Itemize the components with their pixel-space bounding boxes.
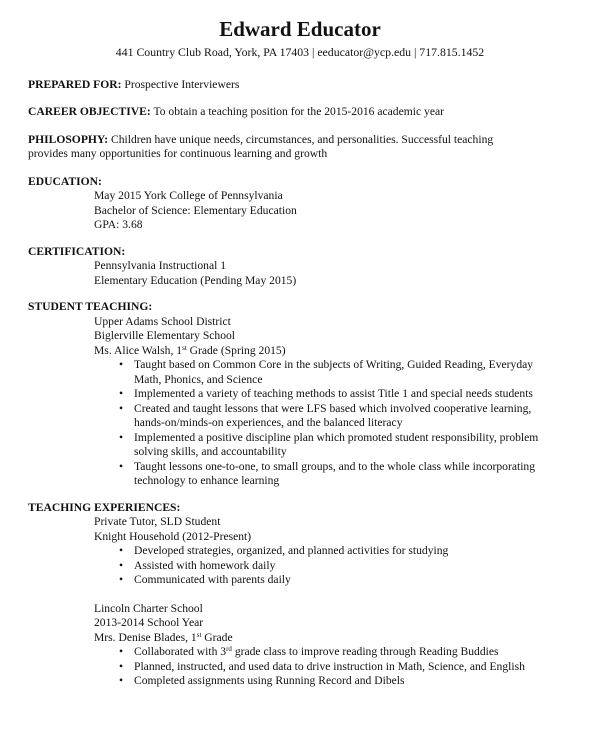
contact-line: 441 Country Club Road, York, PA 17403 | eeducator@ycp.edu | 717.815.1452 bbox=[115, 45, 485, 59]
resume-name: Edward Educator bbox=[219, 17, 381, 41]
list-item: • Implemented a variety of teaching methods to assist Title 1 and special needs students bbox=[119, 387, 533, 400]
job2-bullets bbox=[28, 645, 580, 689]
certification-section bbox=[28, 245, 580, 289]
career-objective-text: To obtain a teaching position for the 2015-2016 academic year bbox=[153, 105, 444, 118]
career-objective-section bbox=[28, 105, 580, 120]
career-objective-label: CAREER OBJECTIVE: bbox=[28, 105, 151, 118]
education-label: EDUCATION: bbox=[28, 174, 102, 188]
cooperating-teacher: Mrs. Denise Blades, 1st Grade bbox=[94, 630, 233, 644]
certification-line: Pennsylvania Instructional 1 bbox=[94, 259, 227, 272]
list-item: • Created and taught lessons that were LFS based which involved cooperative learning, hands-on/minds-on experiences, and the balanced literacy bbox=[119, 401, 532, 429]
education-line: Bachelor of Science: Elementary Education bbox=[94, 203, 297, 217]
certification-label: CERTIFICATION: bbox=[28, 244, 126, 258]
student-teaching-bullets bbox=[28, 358, 580, 489]
cooperating-teacher: Ms. Alice Walsh, 1st Grade (Spring 2015) bbox=[94, 343, 286, 357]
list-item: • Implemented a positive discipline plan which promoted student responsibility, problem solving skills, and accountability bbox=[119, 430, 539, 458]
job1-bullets bbox=[28, 544, 580, 588]
prepared-for-label: PREPARED FOR: bbox=[28, 77, 122, 91]
list-item: • Communicated with parents daily bbox=[119, 573, 291, 586]
job-school: Lincoln Charter School bbox=[94, 601, 203, 615]
teaching-experiences-label: TEACHING EXPERIENCES: bbox=[28, 500, 181, 514]
certification-line: Elementary Education (Pending May 2015) bbox=[94, 273, 297, 287]
job-year: 2013-2014 School Year bbox=[94, 616, 204, 629]
list-item: • Planned, instructed, and used data to drive instruction in Math, Science, and English bbox=[119, 659, 525, 673]
education-line: May 2015 York College of Pennsylvania bbox=[94, 189, 283, 202]
list-item: • Taught lessons one-to-one, to small groups, and to the whole class while incorporating technology to enhance learning bbox=[119, 459, 536, 487]
prepared-for-section bbox=[28, 78, 580, 93]
philosophy-section bbox=[28, 133, 534, 162]
list-item: • Taught based on Common Core in the subjects of Writing, Guided Reading, Everyday Math, Phonics, and Science bbox=[119, 358, 534, 386]
prepared-for-text: Prospective Interviewers bbox=[124, 77, 240, 91]
list-item: • Completed assignments using Running Record and Dibels bbox=[119, 674, 405, 687]
list-item: • Assisted with homework daily bbox=[119, 558, 276, 572]
district: Upper Adams School District bbox=[94, 314, 231, 328]
job-place: Knight Household (2012-Present) bbox=[94, 529, 252, 543]
philosophy-label: PHILOSOPHY: bbox=[28, 132, 109, 146]
list-item: • Collaborated with 3rd grade class to improve reading through Reading Buddies bbox=[119, 645, 499, 658]
student-teaching-section bbox=[28, 300, 580, 489]
student-teaching-label: STUDENT TEACHING: bbox=[28, 300, 153, 313]
education-line: GPA: 3.68 bbox=[94, 218, 143, 231]
philosophy-text: Children have unique needs, circumstances, and personalities. Successful teaching provides many opportunities for continuous learning and growth bbox=[28, 132, 494, 160]
teaching-experiences-section bbox=[28, 501, 580, 689]
school: Biglerville Elementary School bbox=[94, 329, 236, 342]
list-item: • Developed strategies, organized, and planned activities for studying bbox=[119, 544, 449, 557]
education-section bbox=[28, 175, 580, 233]
job-title: Private Tutor, SLD Student bbox=[94, 515, 221, 528]
